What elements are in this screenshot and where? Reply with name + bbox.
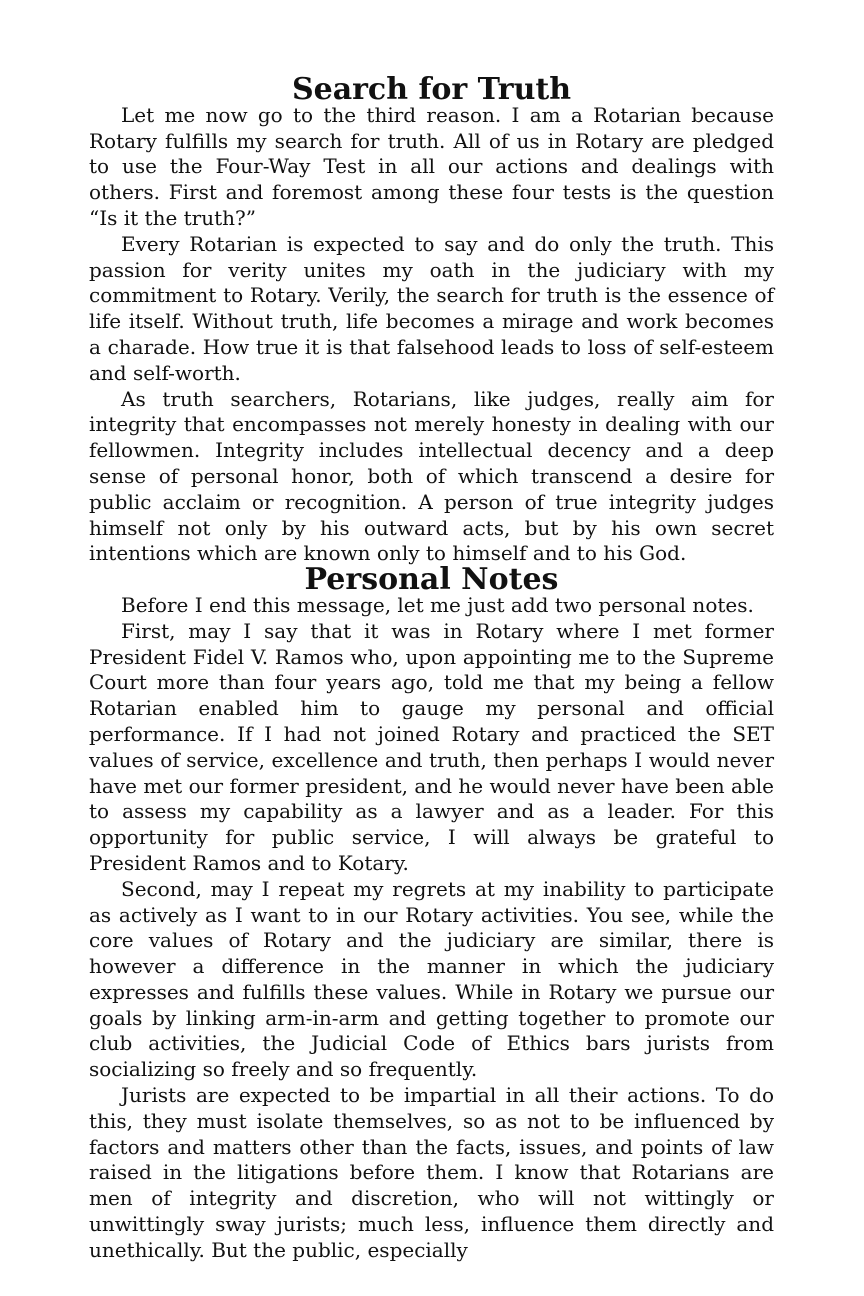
section-personal-notes (89, 562, 774, 1264)
paragraph: Every Rotarian is expected to say and do only the truth. This passion for verity unites my oath in the judiciary with my commitment to Rotary. Verily, the search for truth is the essence of life itself. Without truth, life becomes a mirage and work becomes a charade. How true it is that falsehood leads to loss of self-esteem and self-worth. (89, 231, 774, 385)
document-page (89, 72, 774, 1264)
paragraph: As truth searchers, Rotarians, like judges, really aim for integrity that encompasses not merely honesty in dealing with our fellowmen. Integrity includes intellectual decency and a deep sense of personal honor, both of which transcend a desire for public acclaim or recognition. A person of true integrity judges himself not only by his outward acts, but by his own secret intentions which are known only to himself and to his God. (89, 386, 774, 566)
section-search-for-truth (89, 72, 774, 567)
paragraph: Before I end this message, let me just add two personal notes. (121, 592, 754, 617)
paragraph: First, may I say that it was in Rotary where I met former President Fidel V. Ramos who, upon appointing me to the Supreme Court more than four years ago, told me that my being a fellow Rotarian enabled him to gauge my personal and official performance. If I had not joined Rotary and practiced the SET values of service, excellence and truth, then perhaps I would never have met our former president, and he would never have been able to assess my capability as a lawyer and as a leader. For this opportunity for public service, I will always be grateful to President Ramos and to Kotary. (89, 618, 774, 875)
paragraph: Let me now go to the third reason. I am a Rotarian because Rotary fulfills my search for truth. All of us in Rotary are pledged to use the Four-Way Test in all our actions and dealings with others. First and foremost among these four tests is the question “Is it the truth?” (89, 102, 774, 230)
paragraph: Jurists are expected to be impartial in all their actions. To do this, they must isolate themselves, so as not to be influenced by factors and matters other than the facts, issues, and points of law raised in the litigations before them. I know that Rotarians are men of integrity and discretion, who will not wittingly or unwittingly sway jurists; much less, influence them directly and unethically. But the public, especially (89, 1083, 774, 1262)
section-heading: Personal Notes (304, 562, 559, 598)
paragraph: Second, may I repeat my regrets at my inability to participate as actively as I want to in our Rotary activities. You see, while the core values of Rotary and the judiciary are similar, there is however a difference in the manner in which the judiciary expresses and fulfills these values. While in Rotary we pursue our goals by linking arm-in-arm and getting together to promote our club activities, the Judicial Code of Ethics bars jurists from socializing so freely and so frequently. (89, 876, 774, 1082)
section-heading: Search for Truth (291, 72, 572, 107)
